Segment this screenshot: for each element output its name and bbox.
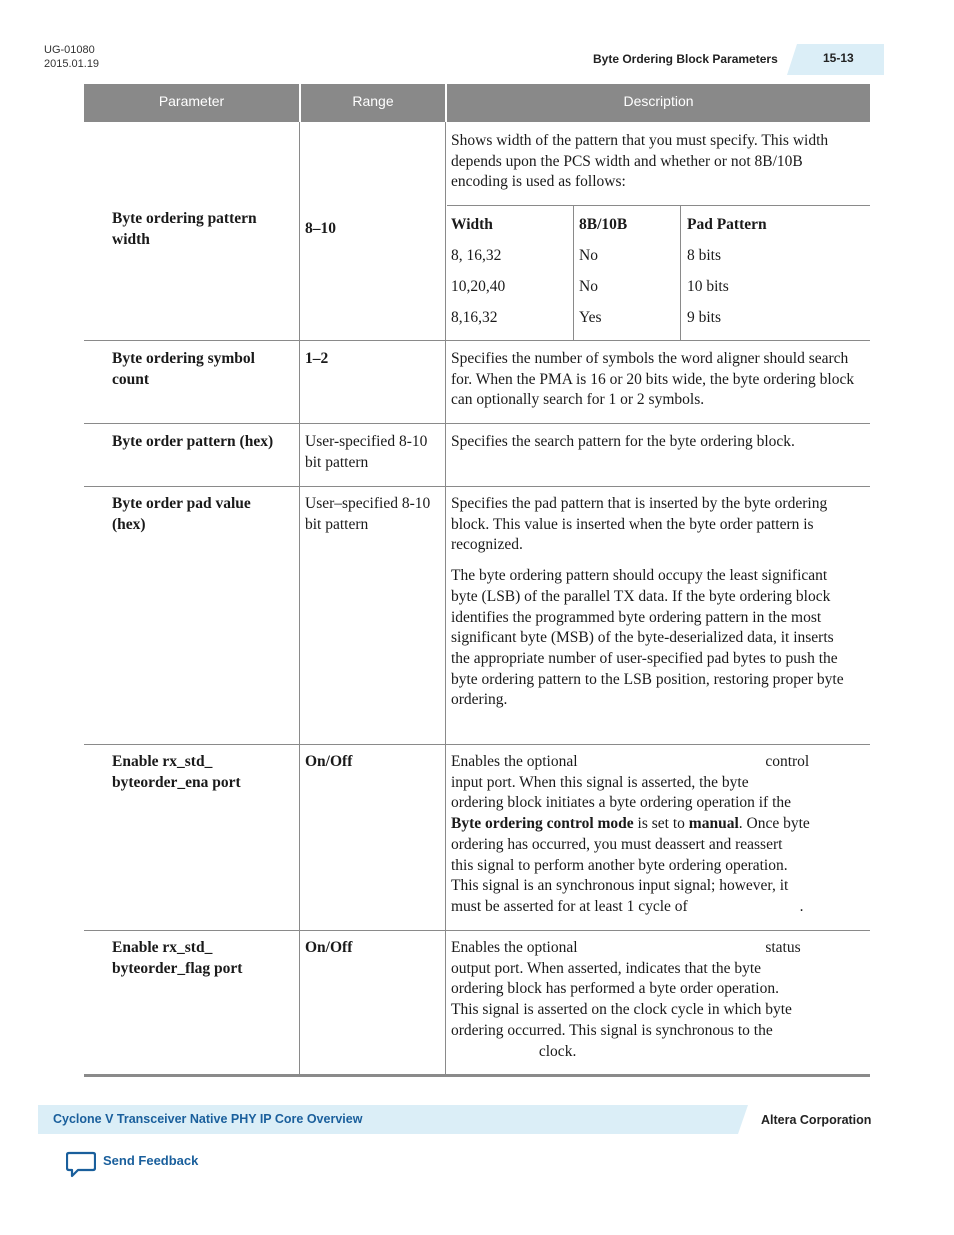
table-row-6-description: [451, 938, 866, 1062]
emphasis-text: Byte ordering control mode: [451, 815, 634, 833]
subtable-top-border: [447, 205, 870, 206]
subtable-cell: 9 bits: [687, 309, 722, 326]
description-text: Enables the optional: [451, 939, 578, 956]
table-row-3-parameter: Byte order pattern (hex): [112, 433, 274, 450]
page-number: 15-13: [823, 51, 854, 65]
subtable-cell: Yes: [579, 309, 602, 326]
table-row-4-description: [451, 494, 851, 711]
table-row-5-parameter: [112, 752, 297, 793]
table-row-2-range: 1–2: [305, 350, 329, 367]
table-row-3-description: [451, 432, 861, 453]
description-line: [451, 752, 866, 773]
column-divider: [299, 122, 300, 1076]
document-number: UG-01080: [44, 44, 95, 56]
table-row-1-description: [451, 131, 851, 193]
subtable-cell: 8, 16,32: [451, 247, 502, 264]
row-divider: [84, 744, 870, 745]
row-divider: [84, 423, 870, 424]
subtable-cell: 8,16,32: [451, 309, 498, 326]
table-row-2-description: [451, 349, 855, 411]
table-row-5-description: [451, 752, 866, 918]
column-divider: [445, 122, 446, 1076]
subtable-divider: [680, 205, 681, 340]
description-line: output port. When asserted, indicates that the byte: [451, 959, 762, 977]
description-line: ordering block initiates a byte ordering operation if the: [451, 794, 792, 812]
section-title: Byte Ordering Block Parameters: [593, 52, 778, 66]
description-text: control: [765, 753, 810, 770]
subtable-cell: No: [579, 278, 598, 295]
table-row-4-parameter: Byte order pad value (hex): [112, 495, 251, 533]
column-header-description: Description: [623, 93, 694, 109]
subtable-header-width: Width: [451, 216, 493, 233]
subtable-header-pad-pattern: Pad Pattern: [687, 216, 767, 233]
send-feedback-link[interactable]: Send Feedback: [103, 1153, 199, 1168]
description-line: ordering occurred. This signal is synchronous to the: [451, 1021, 773, 1039]
table-row-6-range: On/Off: [305, 939, 353, 956]
description-paragraph: Specifies the number of symbols the word aligner should search for. When the PMA is 16 or 20 bits wide, the byte ordering block can optionally search for 1 or 2 symbols.: [451, 350, 855, 409]
description-text: must be asserted for at least 1 cycle of: [451, 897, 688, 915]
description-text: is set to: [637, 815, 685, 833]
description-text: clock.: [538, 1042, 577, 1060]
description-line: [451, 814, 866, 835]
table-row-3-range: User-specified 8-10 bit pattern: [305, 433, 428, 471]
column-header-range: Range: [352, 93, 394, 109]
description-line: ordering block has performed a byte order operation.: [451, 980, 779, 998]
row-divider: [84, 486, 870, 487]
row-divider: [84, 930, 870, 931]
description-text: .: [799, 897, 804, 915]
description-paragraph: The byte ordering pattern should occupy the least significant byte (LSB) of the parallel TX data. If the byte ordering block identifies the programmed byte ordering pattern in the most significant byte (MSB) of the byte-deserialized data, it inserts the appropriate number of user-specified pad bytes to push the byte ordering pattern to the LSB position, restoring proper byte ordering.: [451, 567, 844, 709]
parameter-line: byteorder_flag port: [112, 959, 243, 977]
table-row-6-parameter: [112, 938, 297, 979]
feedback-icon[interactable]: [66, 1150, 96, 1178]
table-row-5-range: On/Off: [305, 753, 353, 770]
parameter-line: byteorder_ena port: [112, 773, 241, 791]
subtable-cell: 8 bits: [687, 247, 722, 264]
column-header-parameter: Parameter: [158, 93, 225, 109]
subtable-header-8b10b: 8B/10B: [579, 216, 628, 233]
description-line: input port. When this signal is asserted, the byte: [451, 773, 749, 791]
footer-company: Altera Corporation: [761, 1113, 872, 1127]
table-row-1-parameter: Byte ordering pattern width: [112, 210, 257, 248]
table-row-2-parameter: Byte ordering symbol count: [112, 350, 255, 388]
table-row-1-range: 8–10: [305, 220, 336, 237]
footer-document-title[interactable]: Cyclone V Transceiver Native PHY IP Core Overview: [53, 1112, 363, 1126]
description-text: . Once byte: [738, 815, 810, 833]
description-line: [451, 938, 866, 959]
description-line: this signal to perform another byte ordering operation.: [451, 856, 788, 874]
table-bottom-rule: [84, 1074, 870, 1077]
description-line: [451, 897, 866, 918]
table-header: [84, 84, 870, 122]
emphasis-text: manual: [688, 815, 739, 833]
subtable-divider: [573, 205, 574, 340]
description-line: This signal is an synchronous input signal; however, it: [451, 877, 789, 895]
subtable-cell: No: [579, 247, 598, 264]
subtable-cell: 10,20,40: [451, 278, 506, 295]
document-id: [44, 43, 99, 71]
description-line: ordering has occurred, you must deassert and reassert: [451, 835, 783, 853]
document-date: 2015.01.19: [44, 58, 100, 70]
description-paragraph: Specifies the search pattern for the byte ordering block.: [451, 433, 795, 450]
description-paragraph: Shows width of the pattern that you must specify. This width depends upon the PCS width and whether or not 8B/10B encoding is used as follows:: [451, 132, 829, 191]
parameter-line: Enable rx_std_: [112, 939, 213, 956]
table-row-4-range: User–specified 8-10 bit pattern: [305, 495, 431, 533]
subtable-cell: 10 bits: [687, 278, 729, 295]
parameter-line: Enable rx_std_: [112, 753, 213, 770]
description-text: Enables the optional: [451, 753, 578, 770]
description-line: This signal is asserted on the clock cycle in which byte: [451, 1001, 792, 1019]
description-paragraph: Specifies the pad pattern that is inserted by the byte ordering block. This value is inserted when the byte order pattern is recognized.: [451, 495, 828, 554]
row-divider: [84, 340, 870, 341]
description-text: status: [765, 939, 801, 956]
description-line: [451, 1042, 866, 1063]
